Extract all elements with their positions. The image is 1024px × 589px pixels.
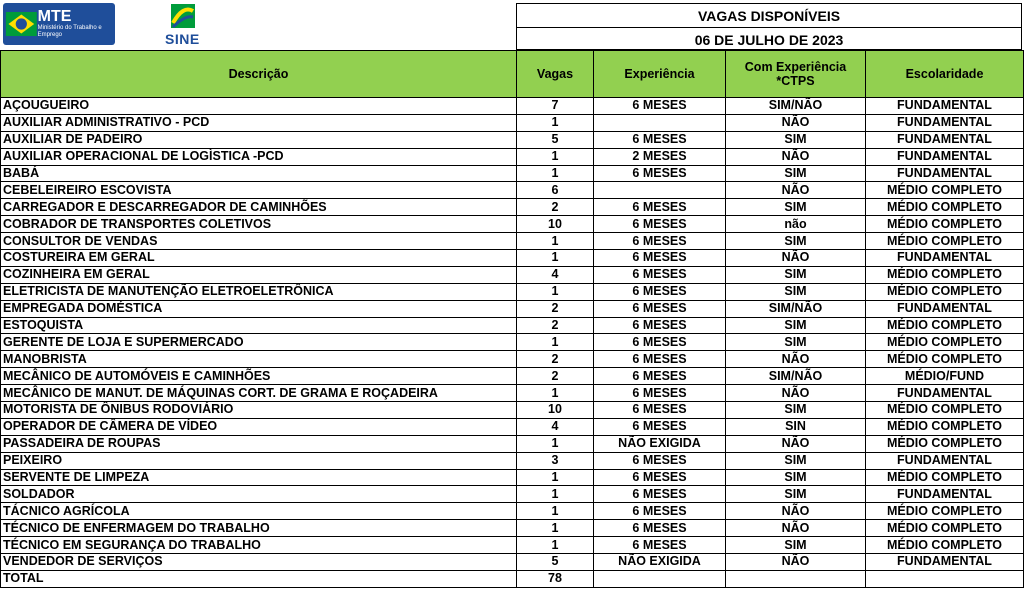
vacancies-cell: 6 — [517, 182, 594, 199]
vacancies-cell: 5 — [517, 554, 594, 571]
experience-cell: 6 MESES — [594, 250, 726, 267]
vacancies-cell: 2 — [517, 368, 594, 385]
page-date: 06 DE JULHO DE 2023 — [694, 31, 844, 48]
ctps-cell: NÃO — [726, 182, 866, 199]
education-cell: MÉDIO COMPLETO — [866, 216, 1024, 233]
experience-cell: NÃO EXIGIDA — [594, 554, 726, 571]
table-row — [1, 334, 1024, 351]
table-row — [1, 520, 1024, 537]
experience-cell: 6 MESES — [594, 283, 726, 300]
experience-cell: 2 MESES — [594, 148, 726, 165]
job-description-cell: COZINHEIRA EM GERAL — [1, 266, 517, 283]
ctps-cell: SIM — [726, 334, 866, 351]
experience-cell: 6 MESES — [594, 520, 726, 537]
ctps-cell: SIM — [726, 266, 866, 283]
mte-logo-text: MTE — [37, 8, 72, 25]
ctps-cell: SIM — [726, 233, 866, 250]
ctps-cell: NÃO — [726, 114, 866, 131]
education-cell: MÉDIO COMPLETO — [866, 182, 1024, 199]
table-row — [1, 317, 1024, 334]
table-row — [1, 131, 1024, 148]
education-cell: FUNDAMENTAL — [866, 486, 1024, 503]
table-row — [1, 250, 1024, 267]
experience-cell: 6 MESES — [594, 317, 726, 334]
vacancies-cell: 1 — [517, 486, 594, 503]
mte-logo — [3, 3, 115, 45]
vacancies-cell: 1 — [517, 114, 594, 131]
sine-emblem-icon — [163, 3, 203, 31]
vacancies-cell: 1 — [517, 520, 594, 537]
table-row — [1, 418, 1024, 435]
ctps-cell: NÃO — [726, 385, 866, 402]
vacancies-cell: 7 — [517, 98, 594, 115]
ctps-cell: SIM — [726, 452, 866, 469]
table-row — [1, 435, 1024, 452]
experience-cell: 6 MESES — [594, 469, 726, 486]
vacancies-cell: 2 — [517, 300, 594, 317]
table-row — [1, 486, 1024, 503]
education-cell: FUNDAMENTAL — [866, 165, 1024, 182]
vacancies-cell: 1 — [517, 503, 594, 520]
vacancies-cell: 10 — [517, 402, 594, 419]
vacancies-cell: 2 — [517, 199, 594, 216]
job-description-cell: GERENTE DE LOJA E SUPERMERCADO — [1, 334, 517, 351]
ctps-cell: SIM — [726, 199, 866, 216]
table-row — [1, 351, 1024, 368]
table-row — [1, 469, 1024, 486]
education-cell: MÉDIO COMPLETO — [866, 199, 1024, 216]
job-description-cell: VENDEDOR DE SERVIÇOS — [1, 554, 517, 571]
job-description-cell: EMPREGADA DOMÉSTICA — [1, 300, 517, 317]
table-row — [1, 233, 1024, 250]
vacancies-cell: 2 — [517, 317, 594, 334]
job-description-cell: MECÂNICO DE AUTOMÓVEIS E CAMINHÕES — [1, 368, 517, 385]
total-label: TOTAL — [1, 570, 517, 587]
job-description-cell: CEBELEIREIRO ESCOVISTA — [1, 182, 517, 199]
job-description-cell: ELETRICISTA DE MANUTENÇÃO ELETROELETRÔNICA — [1, 283, 517, 300]
job-description-cell: MANOBRISTA — [1, 351, 517, 368]
education-cell: FUNDAMENTAL — [866, 250, 1024, 267]
job-description-cell: AUXILIAR OPERACIONAL DE LOGÌSTICA -PCD — [1, 148, 517, 165]
education-cell: MÉDIO COMPLETO — [866, 283, 1024, 300]
vacancies-cell: 1 — [517, 233, 594, 250]
table-row — [1, 182, 1024, 199]
education-cell: FUNDAMENTAL — [866, 385, 1024, 402]
ctps-cell: SIM/NÃO — [726, 98, 866, 115]
table-row — [1, 402, 1024, 419]
vacancies-cell: 3 — [517, 452, 594, 469]
experience-cell: 6 MESES — [594, 351, 726, 368]
table-row — [1, 98, 1024, 115]
column-header-ctps: Com Experiência *CTPS — [726, 51, 866, 98]
page-title: VAGAS DISPONÍVEIS — [517, 4, 1021, 28]
job-description-cell: PEIXEIRO — [1, 452, 517, 469]
education-cell: FUNDAMENTAL — [866, 98, 1024, 115]
vacancies-cell: 1 — [517, 385, 594, 402]
education-cell: MÉDIO COMPLETO — [866, 233, 1024, 250]
ctps-cell: SIM — [726, 283, 866, 300]
education-cell: MÉDIO COMPLETO — [866, 334, 1024, 351]
job-description-cell: ESTOQUISTA — [1, 317, 517, 334]
education-cell: MÉDIO COMPLETO — [866, 469, 1024, 486]
total-empty-cell — [866, 570, 1024, 587]
column-header-experience: Experiência — [594, 51, 726, 98]
ctps-cell: SIM — [726, 537, 866, 554]
experience-cell: 6 MESES — [594, 402, 726, 419]
experience-cell: 6 MESES — [594, 486, 726, 503]
vacancies-cell: 1 — [517, 469, 594, 486]
title-box — [516, 3, 1022, 50]
table-row — [1, 537, 1024, 554]
ctps-cell: SIM/NÃO — [726, 368, 866, 385]
table-row — [1, 266, 1024, 283]
ctps-cell: NÃO — [726, 351, 866, 368]
table-header-row — [1, 51, 1024, 98]
experience-cell: 6 MESES — [594, 418, 726, 435]
experience-cell: 6 MESES — [594, 199, 726, 216]
ctps-cell: SIM — [726, 317, 866, 334]
education-cell: MÉDIO COMPLETO — [866, 317, 1024, 334]
sine-logo — [163, 3, 215, 48]
education-cell: MÉDIO COMPLETO — [866, 266, 1024, 283]
vacancies-cell: 10 — [517, 216, 594, 233]
vacancies-cell: 1 — [517, 537, 594, 554]
education-cell: MÉDIO COMPLETO — [866, 520, 1024, 537]
job-description-cell: MECÂNICO DE MANUT. DE MÁQUINAS CORT. DE GRAMA E ROÇADEIRA — [1, 385, 517, 402]
job-description-cell: AUXILIAR ADMINISTRATIVO - PCD — [1, 114, 517, 131]
experience-cell — [594, 114, 726, 131]
ctps-cell: NÃO — [726, 250, 866, 267]
education-cell: FUNDAMENTAL — [866, 114, 1024, 131]
education-cell: MÉDIO COMPLETO — [866, 351, 1024, 368]
vacancies-cell: 5 — [517, 131, 594, 148]
table-row — [1, 148, 1024, 165]
vacancies-cell: 1 — [517, 250, 594, 267]
education-cell: MÉDIO/FUND — [866, 368, 1024, 385]
vacancies-cell: 1 — [517, 165, 594, 182]
education-cell: MÉDIO COMPLETO — [866, 418, 1024, 435]
job-description-cell: AÇOUGUEIRO — [1, 98, 517, 115]
vacancies-cell: 1 — [517, 334, 594, 351]
experience-cell: 6 MESES — [594, 98, 726, 115]
ctps-cell: SIM — [726, 165, 866, 182]
education-cell: FUNDAMENTAL — [866, 300, 1024, 317]
education-cell: FUNDAMENTAL — [866, 554, 1024, 571]
job-description-cell: CARREGADOR E DESCARREGADOR DE CAMINHÕES — [1, 199, 517, 216]
ctps-cell: NÃO — [726, 554, 866, 571]
table-row — [1, 300, 1024, 317]
experience-cell: NÃO EXIGIDA — [594, 435, 726, 452]
job-description-cell: SERVENTE DE LIMPEZA — [1, 469, 517, 486]
education-cell: MÉDIO COMPLETO — [866, 503, 1024, 520]
education-cell: MÉDIO COMPLETO — [866, 537, 1024, 554]
total-empty-cell — [726, 570, 866, 587]
experience-cell: 6 MESES — [594, 300, 726, 317]
sine-logo-text: SINE — [165, 31, 200, 47]
brazil-flag-icon — [5, 5, 38, 43]
experience-cell: 6 MESES — [594, 385, 726, 402]
job-description-cell: CONSULTOR DE VENDAS — [1, 233, 517, 250]
total-empty-cell — [594, 570, 726, 587]
vacancies-cell: 4 — [517, 266, 594, 283]
table-row — [1, 165, 1024, 182]
education-cell: MÉDIO COMPLETO — [866, 402, 1024, 419]
experience-cell: 6 MESES — [594, 165, 726, 182]
experience-cell: 6 MESES — [594, 131, 726, 148]
table-row — [1, 452, 1024, 469]
job-description-cell: BABÁ — [1, 165, 517, 182]
job-description-cell: TÁCNICO AGRÍCOLA — [1, 503, 517, 520]
table-row — [1, 554, 1024, 571]
table-row — [1, 368, 1024, 385]
experience-cell: 6 MESES — [594, 537, 726, 554]
education-cell: FUNDAMENTAL — [866, 131, 1024, 148]
education-cell: FUNDAMENTAL — [866, 452, 1024, 469]
job-description-cell: TÉCNICO EM SEGURANÇA DO TRABALHO — [1, 537, 517, 554]
vacancies-cell: 1 — [517, 148, 594, 165]
experience-cell: 6 MESES — [594, 233, 726, 250]
vacancies-cell: 2 — [517, 351, 594, 368]
vacancies-cell: 4 — [517, 418, 594, 435]
experience-cell: 6 MESES — [594, 216, 726, 233]
experience-cell: 6 MESES — [594, 452, 726, 469]
table-row — [1, 199, 1024, 216]
total-value: 78 — [517, 570, 594, 587]
ctps-cell: SIM — [726, 486, 866, 503]
ctps-cell: SIM — [726, 469, 866, 486]
ctps-cell: SIM — [726, 131, 866, 148]
table-row — [1, 503, 1024, 520]
vacancies-table — [0, 50, 1024, 588]
table-row — [1, 283, 1024, 300]
ctps-cell: NÃO — [726, 148, 866, 165]
ctps-cell: NÃO — [726, 435, 866, 452]
total-row — [1, 570, 1024, 587]
ctps-cell: SIN — [726, 418, 866, 435]
experience-cell — [594, 182, 726, 199]
table-row — [1, 114, 1024, 131]
job-description-cell: TÉCNICO DE ENFERMAGEM DO TRABALHO — [1, 520, 517, 537]
experience-cell: 6 MESES — [594, 503, 726, 520]
experience-cell: 6 MESES — [594, 368, 726, 385]
education-cell: MÉDIO COMPLETO — [866, 435, 1024, 452]
table-body — [1, 98, 1024, 571]
mte-logo-subtitle: Ministério do Trabalho e Emprego — [37, 25, 102, 38]
job-description-cell: AUXILIAR DE PADEIRO — [1, 131, 517, 148]
job-description-cell: OPERADOR DE CÂMERA DE VÍDEO — [1, 418, 517, 435]
vacancies-cell: 1 — [517, 435, 594, 452]
job-description-cell: COSTUREIRA EM GERAL — [1, 250, 517, 267]
job-description-cell: SOLDADOR — [1, 486, 517, 503]
column-header-education: Escolaridade — [866, 51, 1024, 98]
job-description-cell: MOTORISTA DE ÔNIBUS RODOVIÁRIO — [1, 402, 517, 419]
ctps-cell: SIM/NÃO — [726, 300, 866, 317]
column-header-description: Descrição — [1, 51, 517, 98]
ctps-cell: NÃO — [726, 503, 866, 520]
ctps-cell: não — [726, 216, 866, 233]
job-description-cell: PASSADEIRA DE ROUPAS — [1, 435, 517, 452]
table-row — [1, 385, 1024, 402]
experience-cell: 6 MESES — [594, 334, 726, 351]
ctps-cell: SIM — [726, 402, 866, 419]
ctps-cell: NÃO — [726, 520, 866, 537]
vacancies-cell: 1 — [517, 283, 594, 300]
table-row — [1, 216, 1024, 233]
education-cell: FUNDAMENTAL — [866, 148, 1024, 165]
column-header-vacancies: Vagas — [517, 51, 594, 98]
job-description-cell: COBRADOR DE TRANSPORTES COLETIVOS — [1, 216, 517, 233]
experience-cell: 6 MESES — [594, 266, 726, 283]
page-header — [0, 0, 1024, 51]
